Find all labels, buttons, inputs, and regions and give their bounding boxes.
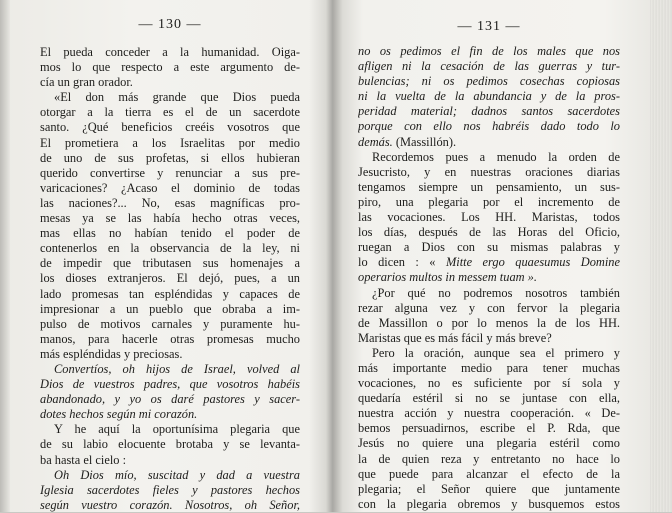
text-line: otorgar a la tierra es el de un sacerdote (40, 105, 300, 120)
text-line: lado promesas tan espléndidas y capaces de (40, 286, 300, 301)
text-line: rezar alguna vez y con fervor la plegaria (358, 300, 620, 315)
text-line: abandonado, y yo os daré pastores y sacer- (40, 392, 300, 407)
left-page (40, 0, 300, 512)
page-edge-left (0, 0, 10, 512)
text-line: operarios multos in messem tuam ». (358, 270, 537, 285)
text-line: no os pedimos el fin de los males que nos (358, 44, 620, 58)
text-line: ba hasta el cielo : (40, 452, 127, 467)
text-line: tengamos siempre un pensamiento, un sus- (358, 179, 620, 194)
text-line: de uno de sus profetas, si ellos hubieran (40, 150, 300, 165)
text-span: Mitte ergo quaesumus Domine (445, 255, 620, 270)
text-line: mos lo que respecto a este argumento de- (40, 60, 300, 75)
right-page-number: — 131 — (457, 19, 521, 34)
text-line: Pero la oración, aunque sea el primero y (372, 345, 620, 360)
text-line: Dios de vuestros padres, que vosotros habéis (40, 377, 300, 392)
text-line: los días, después de las Horas del Oficio, (358, 225, 620, 240)
text-line: plegaria; el Señor quiere que juntamente (358, 481, 620, 496)
text-line: los dioses extranjeros. El dejó, pues, a un (40, 271, 300, 286)
text-line: las naciones?... No, esas magníficas pro- (40, 195, 300, 210)
text-line: más espléndidas y preciosas. (40, 346, 183, 361)
text-line: querido convertirse y renunciar a sus pre- (40, 165, 300, 180)
text-span: (Massillón). (392, 134, 457, 149)
text-line: ¿Por qué no podremos nosotros también (372, 285, 620, 300)
text-line: mesas ya se las había hecho otras veces, (40, 211, 300, 226)
text-line: cía un gran orador. (40, 75, 133, 90)
text-line: Y he aquí la oportunísima plegaria que (54, 422, 300, 437)
text-line: con la plegaria obremos y busquemos estos (358, 496, 620, 511)
text-line: impresionar a un pueblo que obraba a im- (40, 301, 300, 316)
text-line: peridad material; dadnos santos sacerdotes (358, 104, 620, 119)
text-line: bulencias; ni os pedimos cosechas copiosas (358, 74, 620, 89)
text-line: Convertíos, oh hijos de Israel, volved al (54, 361, 300, 376)
text-line: afligen ni la cesación de las guerras y tur- (358, 59, 620, 74)
text-line: porque con ello nos habréis dado todo lo (358, 119, 620, 134)
text-line: más importante medio para tener muchas (358, 360, 620, 375)
left-page-text (40, 45, 300, 513)
text-line: varicaciones? ¿Acaso el dominio de todas (40, 180, 300, 195)
text-line (358, 135, 620, 150)
text-line: bemos persuadirnos, escribe el P. Rda, que (358, 421, 620, 436)
text-line: Recordemos pues a menudo la orden de (372, 149, 620, 164)
text-line: mas ellas no habían tenido el poder de (40, 226, 300, 241)
text-line: Jesucristo, y en nuestras oraciones diarias (358, 164, 620, 179)
text-line: quedaría estéril si no se juntase con ella, (358, 391, 620, 406)
page-edge-right (650, 0, 672, 512)
text-line: El pueda conceder a la humanidad. Oiga- (40, 45, 300, 59)
text-line: vocaciones, no es suficiente por sí sola y (358, 376, 620, 391)
text-line: nuestra acción y nuestra cooperación. « De- (358, 406, 620, 421)
text-line: pulso de motivos carnales y puramente hu- (40, 316, 300, 331)
text-line: El prometiera a los Israelitas por medio (40, 135, 300, 150)
text-line: las vocaciones. Los HH. Maristas, todos (358, 210, 620, 225)
text-line: de Massillon o por lo menos la de los HH. (358, 315, 620, 330)
text-line: Maristas que es más fácil y más breve? (358, 330, 552, 345)
text-line: de impedir que tributasen sus homenajes a (40, 256, 300, 271)
text-line: que puede para alcanzar el efecto de la (358, 466, 620, 481)
text-line: la de quien reza y entretanto no hace lo (358, 451, 620, 466)
left-page-number: — 130 — (138, 17, 202, 32)
text-line: según vuestro corazón. Nosotros, oh Señor, (40, 497, 300, 512)
text-line: manos, para hacerle otras promesas mucho (40, 331, 300, 346)
text-line: de su labio elocuente brotaba y se levanta- (40, 437, 300, 452)
text-line: dotes hechos según mi corazón. (40, 407, 198, 422)
text-line: ruegan a Dios con su mismas palabras y (358, 240, 620, 255)
text-line: piro, una plegaria por el incremento de (358, 194, 620, 209)
text-line: «El don más grande que Dios pueda (54, 90, 300, 105)
text-line: santo. ¿Qué beneficios creéis vosotros que (40, 120, 300, 135)
right-page-text (358, 44, 620, 512)
right-page (358, 0, 620, 512)
text-line: Iglesia sacerdotes fieles y pastores hechos (40, 482, 300, 497)
text-line: contenerlos en la observancia de la ley, ni (40, 241, 300, 256)
text-line: Jesús no quiere una plegaria estéril como (358, 436, 620, 451)
text-span: demás. (358, 134, 393, 149)
text-span: lo dicen : « (358, 255, 446, 270)
text-line (358, 255, 620, 270)
text-line: ni la vuelta de la abundancia y de la pros- (358, 89, 620, 104)
text-line: Oh Dios mío, suscitad y dad a vuestra (54, 467, 300, 482)
